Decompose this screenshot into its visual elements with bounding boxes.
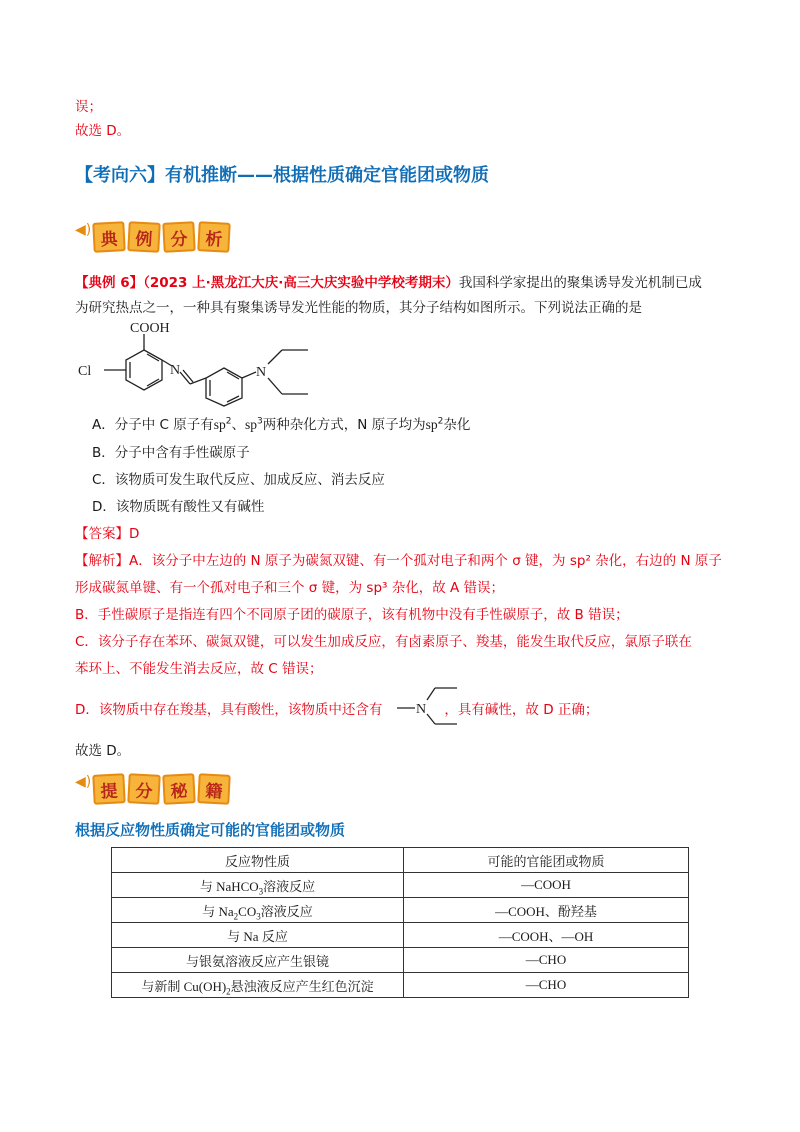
analysis-line-c1: C．该分子存在苯环、碳氮双键，可以发生加成反应，有卤素原子、羧基，能发生取代反应，氯原子联在 <box>75 634 692 650</box>
sp-label: sp <box>213 417 226 432</box>
sp-label: sp <box>245 417 258 432</box>
table-row <box>112 898 689 923</box>
speaker-icon: ◀) <box>75 222 92 238</box>
sup: 2 <box>225 416 232 427</box>
banner-char: 典 <box>92 221 126 253</box>
banner-char: 分 <box>127 773 161 805</box>
analysis-line-c2: 苯环上、不能发生消去反应，故 C 错误； <box>75 661 323 677</box>
cell-text: 溶液反应 <box>260 903 313 919</box>
benzene-ring-left <box>126 350 162 390</box>
table-header: 可能的官能团或物质 <box>404 848 689 873</box>
example-banner <box>75 222 230 252</box>
sub: 3 <box>258 886 264 897</box>
table-row <box>112 873 689 898</box>
properties-table <box>111 847 689 998</box>
sup: 2 <box>437 416 444 427</box>
cell-text: 与 NaHCO <box>199 878 259 894</box>
question-source: （2023 上·黑龙江大庆·高三大庆实验中学校考期末） <box>143 275 459 291</box>
table-row <box>112 923 689 948</box>
cooh-label: COOH <box>130 321 170 336</box>
banner-char: 析 <box>197 221 231 253</box>
table-row <box>112 973 689 998</box>
table-cell-property <box>112 898 404 923</box>
sup: 3 <box>257 416 263 427</box>
option-a-text: A．分子中 C 原子有 <box>92 417 214 433</box>
analysis-text: A．该分子中左边的 N 原子为碳氮双键、有一个孤对电子和两个 σ 键，为 sp² 杂化，右边的 N 原子 <box>129 553 722 569</box>
banner-char: 提 <box>92 773 126 805</box>
table-cell-property: 与 Na 反应 <box>112 923 404 948</box>
banner-char: 例 <box>127 221 161 253</box>
analysis-text: ，具有碱性，故 D 正确； <box>444 702 599 718</box>
table-cell-property <box>112 873 404 898</box>
imine-n-label: N <box>170 363 181 378</box>
sub: 3 <box>256 911 261 922</box>
table-cell-group: —CHO <box>404 973 689 998</box>
molecule-structure <box>70 316 320 408</box>
option-a-text: 两种杂化方式，N 原子均为 <box>262 417 426 433</box>
question-line-1 <box>75 273 702 293</box>
banner-char: 秘 <box>162 773 196 805</box>
table-cell-group: —COOH、酚羟基 <box>404 898 689 923</box>
analysis-line-b: B．手性碳原子是指连有四个不同原子团的碳原子，该有机物中没有手性碳原子，故 B 错误； <box>75 607 629 623</box>
option-c: C．该物质可发生取代反应、加成反应、消去反应 <box>92 472 385 488</box>
answer: 【答案】D <box>75 526 140 542</box>
option-b: B．分子中含有手性碳原子 <box>92 445 250 461</box>
sub: 2 <box>233 911 239 922</box>
banner-char: 分 <box>162 221 196 253</box>
question-tag: 【典例 6】 <box>75 275 144 291</box>
option-d: D．该物质既有酸性又有碱性 <box>92 499 265 515</box>
prev-conclusion: 故选 D。 <box>75 123 131 139</box>
analysis-line-a1 <box>75 551 722 571</box>
section-title: 【考向六】有机推断——根据性质确定官能团或物质 <box>75 165 489 186</box>
question-line-2: 为研究热点之一，一种具有聚集诱导发光性能的物质，其分子结构如图所示。下列说法正确的是 <box>75 300 642 316</box>
sep: 、 <box>231 417 245 433</box>
table-cell-group: —COOH、—OH <box>404 923 689 948</box>
table-cell-property <box>112 973 404 998</box>
sub: 2 <box>226 986 231 997</box>
analysis-line-d <box>75 700 598 720</box>
amine-fragment <box>395 684 465 726</box>
cell-text: 悬浊液反应产生红色沉淀 <box>230 978 374 994</box>
cl-label: Cl <box>78 364 92 379</box>
question-text: 我国科学家提出的聚集诱导发光机制已成 <box>458 275 702 291</box>
prev-text-end: 误； <box>75 99 102 115</box>
table-row <box>112 948 689 973</box>
banner-char: 籍 <box>197 773 231 805</box>
cell-text: 溶液反应 <box>263 878 316 894</box>
table-cell-group: —COOH <box>404 873 689 898</box>
conclusion: 故选 D。 <box>75 743 131 759</box>
table-header: 反应物性质 <box>112 848 404 873</box>
tips-banner <box>75 774 230 804</box>
option-a <box>92 415 470 435</box>
table-title: 根据反应物性质确定可能的官能团或物质 <box>75 821 346 839</box>
table-cell-property: 与银氨溶液反应产生银镜 <box>112 948 404 973</box>
amine-n-label: N <box>416 702 427 717</box>
sp-label: sp <box>425 417 438 432</box>
table-cell-group: —CHO <box>404 948 689 973</box>
analysis-line-a2: 形成碳氮单键、有一个孤对电子和三个 σ 键，为 sp³ 杂化，故 A 错误； <box>75 580 505 596</box>
cell-text: 与 Na <box>202 903 234 919</box>
analysis-tag: 【解析】 <box>75 553 129 569</box>
cell-text: 与新制 Cu(OH) <box>141 978 227 994</box>
table-header-row <box>112 848 689 873</box>
speaker-icon: ◀) <box>75 774 92 790</box>
benzene-ring-right <box>206 368 242 406</box>
cell-text: CO <box>238 903 257 919</box>
analysis-text: D．该物质中存在羧基，具有酸性，该物质中还含有 <box>75 702 383 718</box>
option-a-text: 杂化 <box>443 417 471 433</box>
amine-n-label: N <box>256 365 267 380</box>
